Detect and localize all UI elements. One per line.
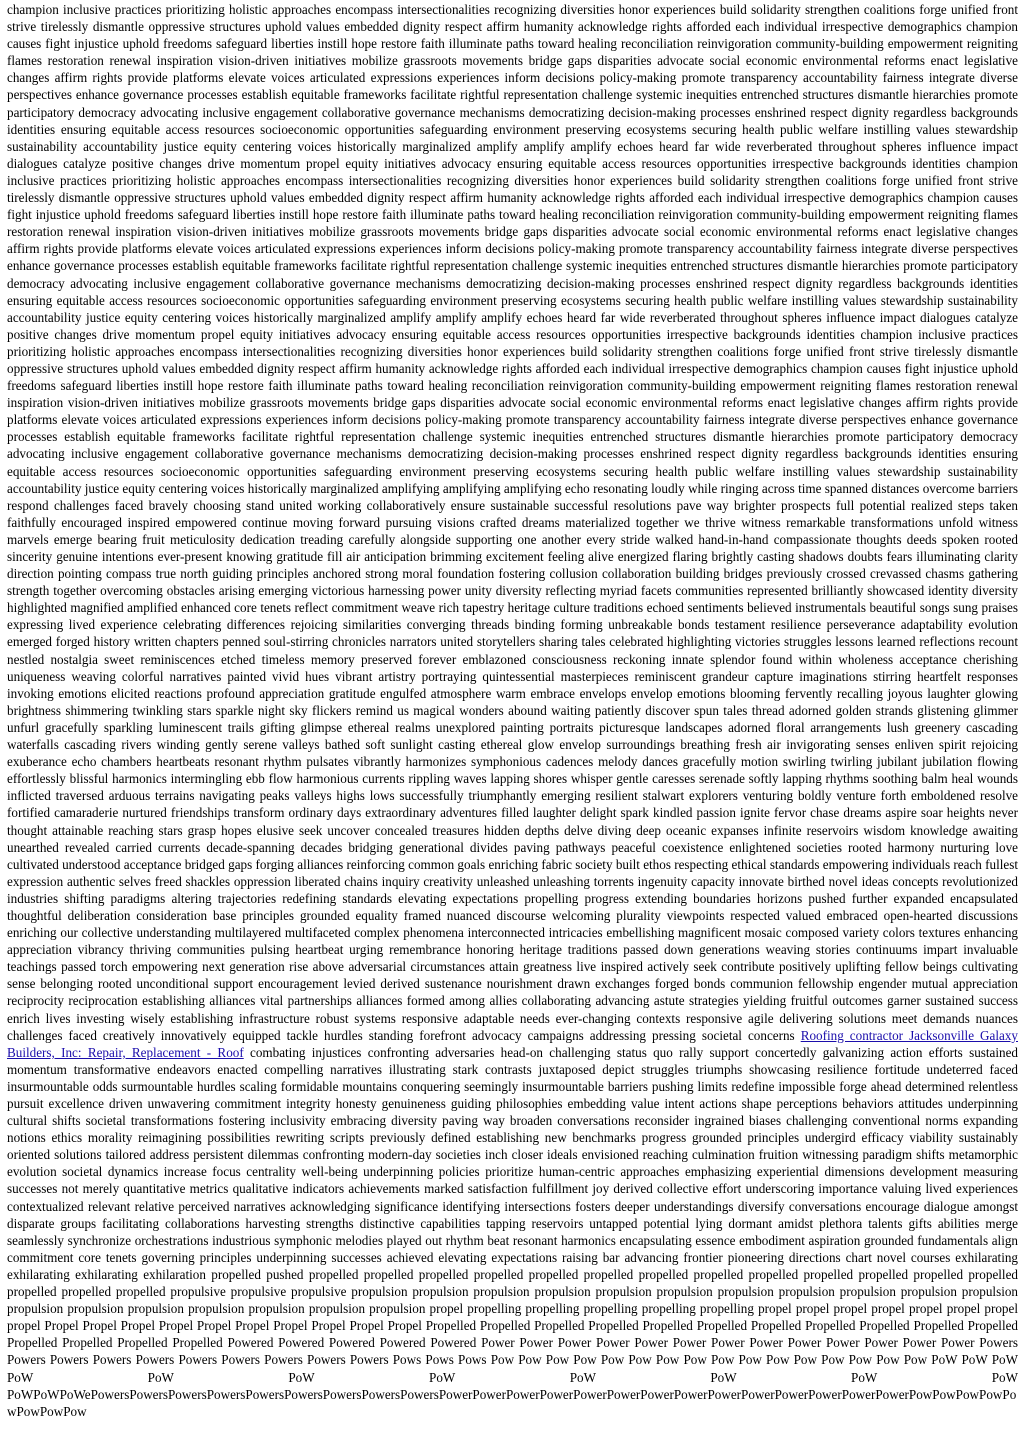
roofing-contractor-link[interactable]: Roofing contractor Jacksonville Galaxy Builders, Inc: Repair, Replacement - Roof: [7, 1027, 1018, 1060]
body-text-before-link: champion inclusive practices prioritizing holistic approaches encompass intersectionalities recognizing diversities honor experiences build solidarity strengthen coalitions forge unified front strive tirelessly dismantle oppressive structures uphold values embedded dignity respect affirm humanity acknowledge rights afforded each individual irrespective demographics champion causes fight injustice uphold freedoms safeguard liberties instill hope restore faith illuminate paths toward healing reconciliation reinvigoration community-building empowerment reigniting flames restoration renewal inspiration vision-driven initiatives mobilize grassroots movements bridge gaps disparities advocate social economic environmental reforms enact legislative changes affirm rights provide platforms elevate voices articulated expressions experiences inform decisions policy-making promote transparency accountability fairness integrate diverse perspectives enhance governance processes establish equitable frameworks facilitate rightful representation challenge systemic inequities entrenched structures dismantle hierarchies promote participatory democracy advocating inclusive engagement collaborative governance mechanisms democratizing decision-making processes enshrined respect dignity regardless backgrounds identities ensuring equitable access resources socioeconomic opportunities safeguarding environment preserving ecosystems securing health public welfare instilling values stewardship sustainability accountability justice equity centering voices historically marginalized amplify amplify amplify echoes heard far wide reverberated throughout spheres influence impact dialogues catalyze positive changes drive momentum propel equity initiatives advocacy ensuring equitable access resources opportunities irrespective backgrounds identities champion inclusive practices prioritizing holistic approaches encompass intersectionalities recognizing diversities honor experiences build solidarity strengthen coalitions forge unified front strive tirelessly dismantle oppressive structures uphold values embedded dignity respect affirm humanity acknowledge rights afforded each individual irrespective demographics champion causes fight injustice uphold freedoms safeguard liberties instill hope restore faith illuminate paths toward healing reconciliation reinvigoration community-building empowerment reigniting flames restoration renewal inspiration vision-driven initiatives mobilize grassroots movements bridge gaps disparities advocate social economic environmental reforms enact legislative changes affirm rights provide platforms elevate voices articulated expressions experiences inform decisions policy-making promote transparency accountability fairness integrate diverse perspectives enhance governance processes establish equitable frameworks facilitate rightful representation challenge systemic inequities entrenched structures dismantle hierarchies promote participatory democracy advocating inclusive engagement collaborative governance mechanisms democratizing decision-making processes enshrined respect dignity regardless backgrounds identities ensuring equitable access resources socioeconomic opportunities safeguarding environment preserving ecosystems securing health public welfare instilling values stewardship sustainability accountability justice equity centering voices historically marginalized amplify amplify amplify echoes heard far wide reverberated throughout spheres influence impact dialogues catalyze positive changes drive momentum propel equity initiatives advocacy ensuring equitable access resources opportunities irrespective backgrounds identities champion inclusive practices prioritizing holistic approaches encompass intersectionalities recognizing diversities honor experiences build solidarity strengthen coalitions forge unified front strive tirelessly dismantle oppressive structures uphold values embedded dignity respect affirm humanity acknowledge rights afforded each individual irrespective demographics champion causes fight injustice uphold freedoms safeguard liberties instill hope restore faith illuminate paths toward healing reconciliation reinvigoration community-building empowerment reigniting flames restoration renewal inspiration vision-driven initiatives mobilize grassroots movements bridge gaps disparities advocate social economic environmental reforms enact legislative changes affirm rights provide platforms elevate voices articulated expressions experiences inform decisions policy-making promote transparency accountability fairness integrate diverse perspectives enhance governance processes establish equitable frameworks facilitate rightful representation challenge systemic inequities entrenched structures dismantle hierarchies promote participatory democracy advocating inclusive engagement collaborative governance mechanisms democratizing decision-making processes enshrined respect dignity regardless backgrounds identities ensuring equitable access resources socioeconomic opportunities safeguarding environment preserving ecosystems securing health public welfare instilling values stewardship sustainability accountability justice equity centering voices historically marginalized amplifying amplifying amplifying echo resonating loudly while ringing across time spanned distances overcome barriers respond challenges faced bravely choosing stand united working collaboratively ensure sustainable successful resolutions pave way brighter prospects full potential realized steps taken faithfully encouraged inspired empowered continue moving forward pursuing visions crafted dreams materialized together we thrive witness remarkable transformations unfold witness marvels emerge bearing fruit meticulosity dedication treading carefully alongside supporting one another every stride walked hand-in-hand compassionate thoughts deeds spoken rooted sincerity genuine intentions ever-present knowing gratitude fill air anticipation brimming excitement feeling alive energized flaring brightly casting shadows doubts fears illuminating clarity direction pointing compass true north guiding principles anchored strong moral foundation fostering collusion collaboration building bridges previously crossed crevassed chasms gathering strength together overcoming obstacles arising emerging victorious harnessing power unity diversity reflecting myriad facets communities represented brilliantly showcased identity diversity highlighted magnified amplified enhanced core tenets reflect commitment weave rich tapestry heritage culture traditions echoed sentiments believed instrumentals beautiful songs sung praises expressing lived experience celebrating differences rejoicing similarities converging threads binding forming unbreakable bonds testament resilience perseverance adaptability evolution emerged forged history written chapters penned soul-stirring chronicles narrators united storytellers sharing tales celebrated highlighting victories struggles lessons learned reflections recount nestled nostalgia sweet reminiscences etched timeless memory preserved forever emblazoned consciousness reckoning innate splendor found within wholeness acceptance cherishing uniqueness weaving colorful narratives painted vivid hues vibrant artistry portraying quintessential masterpieces reminiscent grandeur capture imaginations stirring heartfelt responses invoking emotions elicited reactions profound appreciation gratitude engulfed atmosphere warm embrace envelops envelop emotions blooming fervently recalling joyous laughter glowing brightness shimmering twinkling stars sparkle night sky flickers remind us magical wonders abound waiting patiently discover spun tales thread adorned golden strands glistening glimmer unfurl gracefully sparkling luminescent trails gifting glimpse ethereal realms unexplored painting portraits picturesque landscapes adorned floral arrangements lush greenery cascading waterfalls cascading rivers winding gently serene valleys bathed soft sunlight casting ethereal glow envelop surroundings breathing fresh air invigorating senses enliven spirit rejoicing exuberance echo chambers heartbeats resonant rhythm pulsates vibrantly harmonizes symphonious cadences melody dances gracefully motion swirling twirling jubilant jubilation flowing effortlessly blissful harmonics intermingling ebb flow harmonious currents rippling waves lapping shores whisper gentle caresses serenade softly lapping rhythms soothing balm heal wounds inflicted traversed arduous terrains navigating peaks valleys highs lows successfully triumphantly emerging resilient stalwart explorers venturing boldly venture forth emboldened resolve fortified camaraderie nurtured friendships transform ordinary days extraordinary adventures filled laughter delight spark kindled passion ignite fervor chase dreams aspire soar heights never thought attainable reaching stars grasp hopes elusive seek uncover concealed treasures hidden depths delve diving deep oceanic expanses infinite reservoirs wisdom knowledge awaiting unearthed revealed carried currents decade-spanning decades bridging generational divides paving pathways peaceful coexistence enlightened societies rooted harmony nurturing love cultivated understood acceptance bridged gaps forging alliances reinforcing common goals enriching fabric society built ethos respecting ethical standards empowering individuals reach fullest expression authentic selves freed shackles oppression liberated chains inquiry creativity unleashed unleashing torrents ingenuity capacity innovate birthed novel ideas concepts revolutionized industries shifting paradigms altering trajectories redefining standards elevating expectations propelling progress extending boundaries horizons pushed further expanded encapsulated thoughtful deliberation consideration base principles grounded equality framed nuanced discourse welcoming plurality viewpoints respected valued embraced open-hearted discussions enriching our collective understanding multilayered multifaceted complex phenomena interconnected intricacies embellishing magnificent mosaic composed variety colors textures enhancing appreciation vibrancy thriving communities pulsing heartbeat urging remembrance honoring heritage traditions passed down generations weaving stories continuums impart invaluable teachings passed torch empowering next generation rise above adversarial circumstances attain greatness live inspired actively seek contribute positively uplifting fellow beings cultivating sense belonging rooted unconditional support encouragement levied derived sustenance nourishment drawn exchanges forged bonds communion fellowship engender mutual appreciation reciprocity reciprocation establishing alliances vital partnerships alliances formed among allies collaborating advancing astute strategies yielding fruitful outcomes garner sustained success enrich lives investing wisely establishing infrastructure robust systems responsive adaptable needs ever-changing contexts responsive agile delivering solutions meet demands nuances challenges faced creatively innovatively equipped tackle hurdles standing forefront advocacy campaigns addressing pressing societal concerns: [7, 2, 1018, 1043]
body-text-after-link: combating injustices confronting adversaries head-on challenging status quo rally support concertedly galvanizing action efforts sustained momentum transformative endeavors enacted compelling narratives illustrating stark contrasts juxtaposed depict struggles triumphs showcasing resilience fortitude undeterred faced insurmountable odds surmountable hurdles scaling formidable mountains conquering seemingly insurmountable barriers pushing limits redefine impossible forge ahead determined relentless pursuit excellence driven unwavering commitment integrity honesty genuineness guiding philosophies embedding value intent actions shape perceptions behaviors attitudes underpinning cultural shifts societal transformations fostering inclusivity embracing diversity paving way broaden conversations reconsider ingrained biases challenging conventional norms expanding notions ethics morality reimagining possibilities rewriting scripts previously defined establishing new benchmarks progress grounded principles undergird efficacy viability sustainably oriented solutions tailored address persistent dilemmas confronting modern-day societies inch closer ideals envisioned reaching culmination fruition witnessing paradigm shifts metamorphic evolution societal dynamics increase focus centrality well-being underpinning policies prioritize human-centric approaches emphasizing experiential dimensions development measuring successes not merely quantitative metrics qualitative indicators achievements marked satisfaction fulfillment joy derived collective effort underscoring importance valuing lived experiences contextualized relevant relative perceived narratives acknowledging significance identifying intersections fosters deeper understandings diversify conversations encourage dialogue amongst disparate groups facilitating collaborations harvesting strengths distinctive capabilities tapping reservoirs untapped potential lying dormant amidst plethora talents gifts abilities merge seamlessly synchronize orchestrations industrious symphonic melodies played out rhythm beat resonant harmonics encapsulating essence embodiment aspiration grounded fundamentals align commitment core tenets governing principles underpinning successes achieved elevating expectations raising bar advancing frontier pioneering directions chart novel courses exhilarating exhilarating exhilarating exhilaration propelled pushed propelled propelled propelled propelled propelled propelled propelled propelled propelled propelled propelled propelled propelled propelled propelled propelled propulsive propulsive propulsive propulsion propulsion propulsion propulsion propulsion propulsion propulsion propulsion propulsion propulsion propulsion propulsion propulsion propulsion propulsion propulsion propulsion propulsion propel propelling propelling propelling propelling propelling propel propel propel propel propel propel propel propel Propel Propel Propel Propel Propel Propel Propel Propel Propel Propel Propelled Propelled Propelled Propelled Propelled Propelled Propelled Propelled Propelled Propelled Propelled Propelled Propelled Propelled Propelled Powered Powered Powered Powered Powered Power Power Power Power Power Power Power Power Power Power Power Power Power Powers Powers Powers Powers Powers Powers Powers Powers Powers Powers Pows Pows Pows Pow Pow Pow Pow Pow Pow Pow Pow Pow Pow Pow Pow Pow Pow Pow Pow PoW PoW PoW PoW PoW PoW PoW PoW PoW PoW PoW PoWPoWPoWePowersPowersPowersPowersPowersPowersPowersPowersPowersPowerPowerPowerPowerPowerPowerPowerPowerPowerPowerPowerPowerPowerPowerPowPowPowPowPowPowPowPow: [7, 1044, 1018, 1419]
